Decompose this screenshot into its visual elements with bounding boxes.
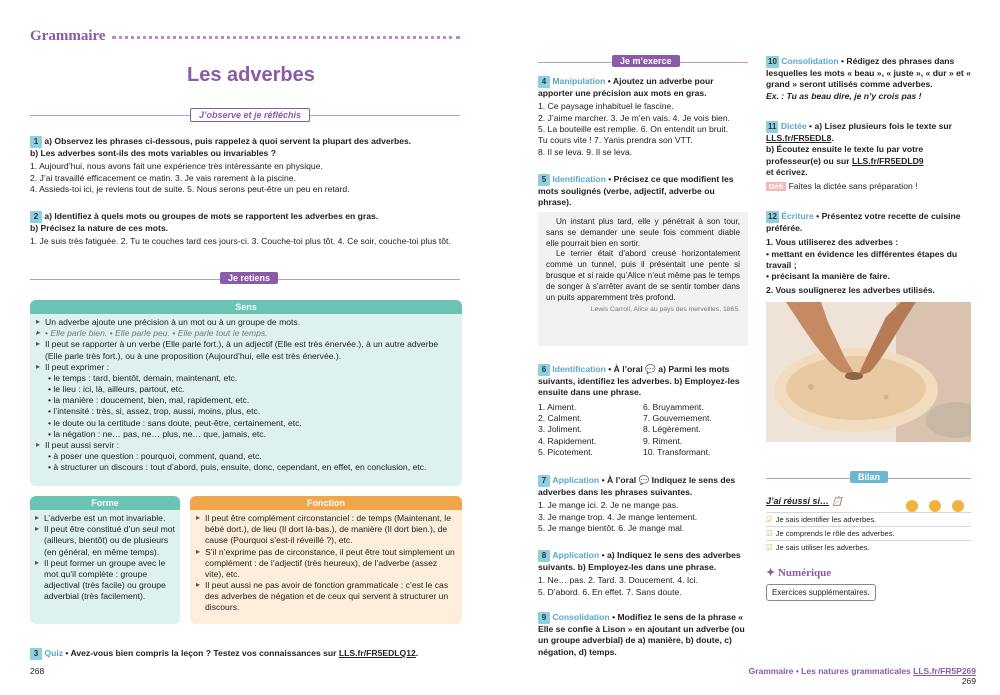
exercise-6: 6 Identification • À l’oral 💬 a) Parmi les mots suivants, identifiez les adverbes. b) Employez-les ensuite dans une phrase. 1. Aiment. 6. Bruyamment. 2. Calment. 7. Gouvernement. 3. Joliment. 8. Légèrement. 4. Rapidement. 9. Riment. 5. Picotement. 10. Transformant.: [538, 364, 748, 458]
excerpt-paragraph: Le terrier était d’abord creusé horizontalement comme un tunnel, puis il présentait une pente si brusque et si raide qu’Alice n’eut même pas le temps de songer à s’arrêter avant de se sentir tomber dans un puits apparemment très profond.: [546, 249, 740, 302]
exercise-number: 9: [538, 612, 550, 624]
rule-sub: • le lieu : ici, là, ailleurs, partout, etc.: [48, 384, 185, 395]
word-item: 2. Calment.: [538, 413, 582, 424]
rule-item: ▸ Il peut exprimer :: [36, 362, 456, 373]
exercise-number: 7: [538, 475, 550, 487]
rule-item: ▸ Un adverbe ajoute une précision à un mot ou à un groupe de mots.: [36, 317, 456, 328]
instruction: 2. Vous soulignerez les adverbes utilisés.: [766, 284, 935, 295]
page-number-left: 268: [30, 666, 45, 676]
question: • Rédigez des phrases dans lesquelles les mots « beau », « juste », « dur » et « grand » seront utilisés comme adverbes.: [766, 56, 971, 90]
question: b) Les adverbes sont-ils des mots variables ou invariables ?: [30, 148, 276, 158]
quiz-text: • Avez-vous bien compris la leçon ? Testez vos connaissances sur: [65, 648, 337, 658]
exercise-number: 6: [538, 364, 550, 376]
question: a) Observez les phrases ci-dessous, puis rappelez à quoi servent la plupart des adverbes.: [44, 136, 412, 146]
question: b) Précisez la nature de ces mots.: [30, 223, 169, 233]
oral-label: À l’oral: [613, 364, 643, 374]
footer: [746, 666, 976, 686]
example: Ex. : Tu as beau dire, je n’y crois pas !: [766, 90, 922, 101]
rule-sub: • le temps : tard, bientôt, demain, maintenant, etc.: [48, 372, 238, 383]
punct: .: [415, 648, 419, 658]
exercise-number: 11: [768, 122, 777, 131]
instruction: • précisant la manière de faire.: [766, 271, 890, 282]
question: b) Écoutez ensuite le texte lu par votre professeur(e) ou sur: [766, 144, 924, 166]
sentence: Tu cours vite ! 7. Yanis prendra son VTT.: [538, 135, 693, 146]
footer-link[interactable]: LLS.fr/FR5P269: [913, 666, 976, 676]
rule-sub: • à structurer un discours : tout d’abord, puis, ensuite, donc, cependant, en effet, en conclusion, etc.: [48, 462, 427, 473]
category-label: Écriture: [781, 211, 814, 221]
sentence: 3. Je mange trop. 4. Je mange lentement.: [538, 511, 698, 522]
rule-item: ▸ Il peut former un groupe avec le mot qu’il complète : groupe adjectival (très facile) ou groupe adverbial (très facilement).: [35, 558, 175, 603]
footer-text: Grammaire • Les natures grammaticales: [748, 666, 911, 676]
rule-example: ▸ • Elle parle bien. • Elle parle peu. • Elle parle tout le temps.: [36, 328, 456, 339]
rule-item: ▸ Il peut aussi ne pas avoir de fonction grammaticale : c’est le cas des adverbes de négation et de ceux qui servent à structurer un discours.: [196, 580, 456, 614]
category-label: Consolidation: [552, 612, 610, 622]
section-title: Grammaire: [30, 27, 106, 44]
numerique-title: [766, 566, 831, 579]
rule-sub: • la négation : ne… pas, ne… plus, ne… que, jamais, etc.: [48, 428, 266, 439]
bilan-item: [766, 526, 971, 540]
category-label: Identification: [552, 364, 606, 374]
word-item: 8. Légèrement.: [643, 424, 701, 435]
sentence: 5. Je mange bientôt. 6. Je mange mal.: [538, 523, 685, 534]
sentence: 4. Assieds-toi ici, je reviens tout de suite. 5. Nous serons peut-être un peu en retard.: [30, 184, 350, 195]
page-number-right: 269: [961, 676, 976, 686]
bilan-item-label: Je comprends le rôle des adverbes.: [775, 529, 895, 538]
question: a) Identifiez à quels mots ou groupes de mots se rapportent les adverbes en gras.: [44, 211, 379, 221]
sentence: 1. Je mange ici. 2. Je ne mange pas.: [538, 500, 679, 511]
exerce-pill: Je m’exerce: [612, 55, 680, 67]
excerpt-source: Lewis Carroll, Alice au pays des merveilles, 1865.: [590, 305, 740, 313]
sad-face-icon: [952, 500, 964, 512]
sentence: 1. Aujourd’hui, nous avons fait une expérience très intéressante en physique.: [30, 161, 323, 172]
exercise-number: 5: [538, 174, 550, 186]
rule-item: ▸ Il peut être constitué d’un seul mot (ailleurs, bientôt) ou de plusieurs (en général, en même temps).: [35, 524, 175, 558]
smiley-row: [900, 500, 970, 512]
category-label: Manipulation: [552, 76, 606, 86]
exercise-number: 12: [768, 212, 777, 221]
forme-title: Forme: [30, 496, 180, 510]
dotted-rule: [112, 36, 460, 39]
speech-bubble-icon: 💬: [638, 475, 650, 485]
dictee-link-1[interactable]: LLS.fr/FR5EDL8: [766, 133, 832, 143]
category-label: Quiz: [44, 648, 64, 658]
extra-exercises-button[interactable]: Exercices supplémentaires.: [766, 584, 876, 601]
fonction-box: [190, 496, 462, 624]
exercise-number: 1: [30, 136, 42, 148]
word-item: 10. Transformant.: [643, 447, 711, 458]
sens-box: [30, 300, 462, 486]
question: • Précisez ce que modifient les mots soulignés (verbe, adjectif, adverbe ou phrase).: [538, 174, 734, 208]
rule-sub: • à poser une question : pourquoi, comment, quand, etc.: [48, 451, 262, 462]
instruction: 1. Vous utiliserez des adverbes :: [766, 237, 899, 248]
bilan-list: [766, 512, 971, 554]
sentence: 8. Il se leva. 9. Il se leva.: [538, 146, 633, 157]
neutral-face-icon: [929, 500, 941, 512]
question: • a) Indiquez le sens des adverbes suivants. b) Employez-les dans une phrase.: [538, 550, 741, 572]
sentence: 2. J’ai travaillé efficacement ce matin. 3. Je vais rarement à la piscine.: [30, 172, 296, 183]
bilan-title: [766, 496, 843, 507]
exercise-number: 3: [30, 648, 42, 660]
page-title: Les adverbes: [187, 64, 315, 86]
exercise-2: [30, 211, 460, 248]
exercise-10: [766, 56, 971, 102]
star-icon: ✦: [766, 567, 776, 579]
speech-bubble-icon: 💬: [645, 364, 656, 374]
rule-item: ▸ S’il n’exprime pas de circonstance, il peut être tout simplement un complément : de l’adjectif (très heureux), de l’adverbe (assez vite), etc.: [196, 547, 456, 581]
exercise-5: [538, 174, 748, 209]
exercise-number: 8: [538, 550, 550, 562]
defi-text: Faites la dictée sans préparation !: [788, 181, 918, 192]
quiz-link[interactable]: LLS.fr/FR5EDLQ12: [338, 648, 416, 658]
category-label: Identification: [552, 174, 606, 184]
exercise-12: [766, 211, 971, 296]
word-item: 5. Picotement.: [538, 447, 593, 458]
category-label: Consolidation: [781, 56, 839, 66]
defi-badge: Défi: [766, 182, 786, 191]
bilan-item-label: Je sais utiliser les adverbes.: [775, 543, 870, 552]
exercise-number: 4: [538, 76, 550, 88]
sens-title: Sens: [30, 300, 462, 314]
exercise-4: [538, 76, 748, 158]
rule-sub: • la manière : doucement, bien, mal, rapidement, etc.: [48, 395, 250, 406]
sentence: 1. Ne… pas. 2. Tard. 3. Doucement. 4. Ici.: [538, 575, 698, 586]
word-list: [538, 402, 748, 459]
fonction-title: Fonction: [190, 496, 462, 510]
forme-box: [30, 496, 180, 624]
exercise-8: [538, 550, 748, 598]
section-header: [30, 26, 460, 46]
bilan-item-label: Je sais identifier les adverbes.: [775, 515, 877, 524]
question: et écrivez.: [766, 167, 808, 178]
retiens-pill: Je retiens: [220, 272, 278, 284]
category-label: Dictée: [780, 121, 807, 131]
rule-item: ▸ Il peut être complément circonstanciel : de temps (Maintenant, le bébé dort.), de lieu (Il dort là-bas.), de manière (Il dort bien.), de cause (Pourquoi s’est-il réveillé ?), etc.: [196, 513, 456, 547]
checkbox-icon[interactable]: ☑: [766, 543, 773, 552]
happy-face-icon: [906, 500, 918, 512]
rule-item: ▸ Il peut se rapporter à un verbe (Elle parle fort.), à un adjectif (Elle est très énervée.), à un autre adverbe (Elle parle très fort.), ou à une proposition (Aujourd’hui, elle est très énervée.).: [36, 339, 456, 361]
question: • a) Lisez plusieurs fois le texte sur: [809, 121, 952, 131]
exercise-7: 7 Application • À l’oral 💬 Indiquez le sens des adverbes dans les phrases suivantes. 1. Je mange ici. 2. Je ne mange pas. 3. Je mange trop. 4. Je mange lentement. 5. Je mange bientôt. 6. Je mange mal.: [538, 475, 748, 534]
sentence: 1. Je suis très fatiguée. 2. Tu te couches tard ces jours-ci. 3. Couche-toi plus tôt. 4. Ce soir, couche-toi plus tôt.: [30, 236, 451, 247]
bilan-heading: J’ai réussi si…: [766, 496, 830, 506]
rule-sub: • le doute ou la certitude : sans doute, peut-être, certainement, etc.: [48, 417, 302, 428]
rule-sub: • l’intensité : très, si, assez, trop, aussi, moins, plus, etc.: [48, 406, 261, 417]
word-item: 6. Bruyamment.: [643, 401, 704, 412]
bilan-item: [766, 540, 971, 554]
question: • Présentez votre recette de cuisine préférée.: [766, 211, 961, 233]
sentence: 2. J’aime marcher. 3. Je m’en vais. 4. Je vois bien.: [538, 112, 731, 123]
question: • Ajoutez un adverbe pour apporter une précision aux mots en gras.: [538, 76, 714, 98]
question: • Modifiez le sens de la phrase « Elle se confie à Lison » en ajoutant un adverbe (ou un groupe adverbial) de a) manière, b) doute, c) négation, d) temps.: [538, 612, 745, 657]
exercise-number: 2: [30, 211, 42, 223]
word-item: 3. Joliment.: [538, 424, 582, 435]
rule-item: ▸ Il peut aussi servir :: [36, 440, 456, 451]
dictee-link-2[interactable]: LLS.fr/FR5EDLD9: [851, 155, 924, 166]
rule-item: ▸ L’adverbe est un mot invariable.: [35, 513, 175, 524]
text-excerpt: [538, 212, 748, 346]
question: Indiquez le sens des adverbes dans les phrases suivantes.: [538, 475, 736, 497]
checkbox-icon[interactable]: ☑: [766, 515, 773, 524]
exercise-9: [538, 612, 748, 658]
exercise-number: 10: [768, 57, 777, 66]
category-label: Application: [552, 475, 600, 485]
sentence: 5. La bouteille est remplie. 6. On entendit un bruit.: [538, 124, 729, 135]
category-label: Application: [552, 550, 600, 560]
observe-pill: J’observe et je réfléchis: [190, 108, 310, 122]
question: a) Parmi les mots suivants, identifiez les adverbes. b) Employez-les ensuite dans une phrase.: [538, 364, 740, 398]
word-item: 7. Gouvernement.: [643, 413, 712, 424]
cooking-photo: [766, 302, 971, 442]
excerpt-paragraph: Un instant plus tard, elle y pénétrait à son tour, sans se demander une seule fois comment diable elle pourrait bien en sortir.: [546, 217, 740, 248]
word-item: 1. Aiment.: [538, 401, 577, 412]
numerique-label: Numérique: [777, 567, 832, 579]
exercise-1: [30, 136, 460, 195]
exercise-11: 11 Dictée • a) Lisez plusieurs fois le texte sur LLS.fr/FR5EDL8. b) Écoutez ensuite le texte lu par votre professeur(e) ou sur LLS.fr/FR5EDLD9 et écrivez. Défi Faites la dictée sans préparation !: [766, 121, 971, 193]
sentence: 5. D’abord. 6. En effet. 7. Sans doute.: [538, 586, 682, 597]
clipboard-icon: 📋: [831, 496, 843, 506]
word-item: 4. Rapidement.: [538, 435, 597, 446]
word-item: 9. Riment.: [643, 435, 683, 446]
sentence: 1. Ce paysage inhabituel le fascine.: [538, 101, 674, 112]
bilan-item: [766, 512, 971, 526]
bilan-pill: Bilan: [850, 471, 888, 483]
oral-label: À l’oral: [606, 475, 637, 485]
instruction: • mettant en évidence les différentes étapes du travail ;: [766, 248, 958, 271]
quiz-line: [30, 648, 470, 660]
checkbox-icon[interactable]: ☑: [766, 529, 773, 538]
